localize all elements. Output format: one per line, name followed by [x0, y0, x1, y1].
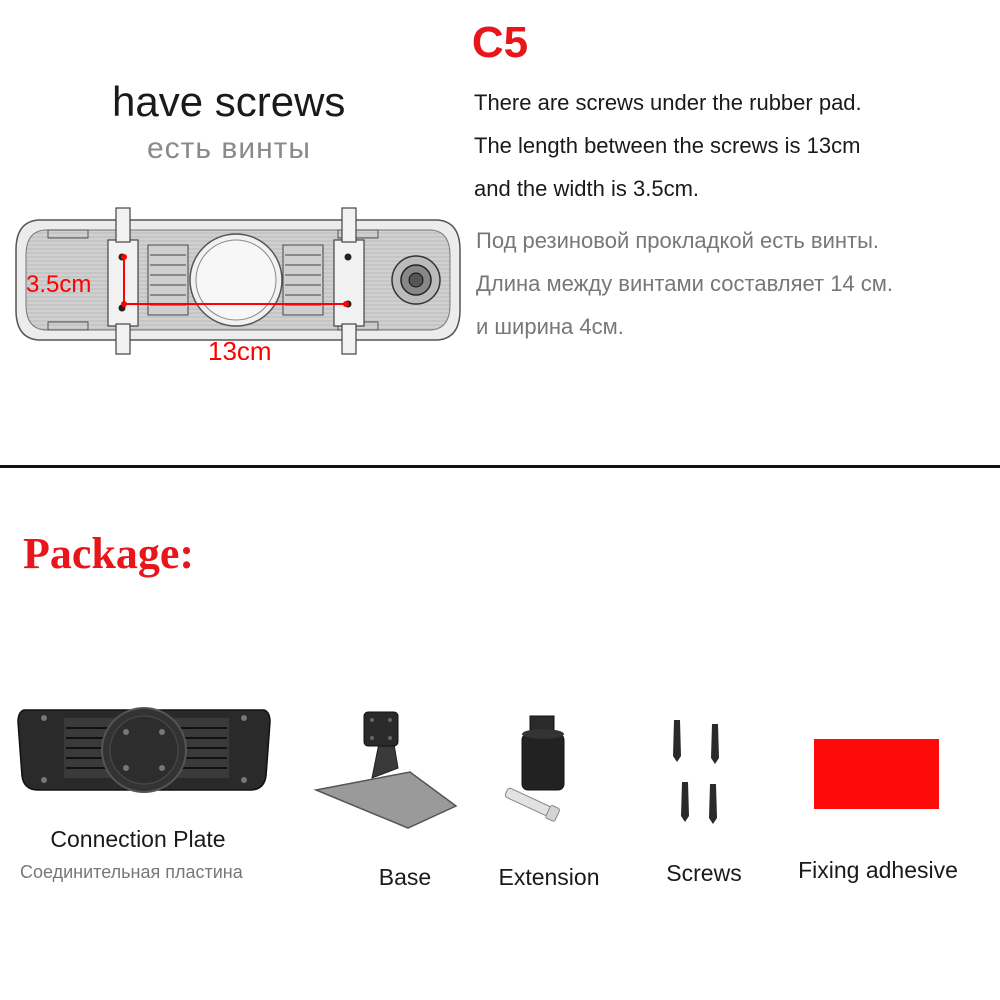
extension-label: Extension — [498, 864, 600, 890]
camera-lens-icon — [392, 256, 440, 304]
width-label: 3.5cm — [26, 271, 92, 298]
package-title: Package: — [23, 529, 195, 578]
section-divider — [0, 465, 1000, 468]
desc-ru-line-3: и ширина 4см. — [476, 314, 624, 339]
screws-image — [664, 716, 734, 824]
model-title: C5 — [471, 18, 529, 67]
connection-plate-image — [14, 698, 274, 808]
base-image — [312, 708, 460, 830]
fixing-adhesive-label: Fixing adhesive — [798, 857, 958, 883]
extension-image — [496, 712, 596, 830]
length-label: 13cm — [208, 336, 272, 360]
base-label: Base — [378, 864, 432, 890]
desc-ru-line-1: Под резиновой прокладкой есть винты. — [476, 228, 880, 253]
desc-en-line-3: and the width is 3.5cm. — [474, 176, 700, 201]
mirror-back-diagram — [8, 200, 468, 360]
title-russian: есть винты — [147, 132, 311, 165]
desc-en-line-1: There are screws under the rubber pad. — [474, 90, 862, 115]
connection-plate-label: Connection Plate — [50, 826, 226, 852]
title-english: have screws — [112, 78, 346, 125]
desc-en-line-2: The length between the screws is 13cm — [474, 133, 861, 158]
connection-plate-label-ru: Соединительная пластина — [20, 862, 243, 882]
screws-label: Screws — [666, 860, 742, 886]
desc-ru-line-2: Длина между винтами составляет 14 см. — [476, 271, 894, 296]
fixing-adhesive-pad — [814, 739, 939, 809]
